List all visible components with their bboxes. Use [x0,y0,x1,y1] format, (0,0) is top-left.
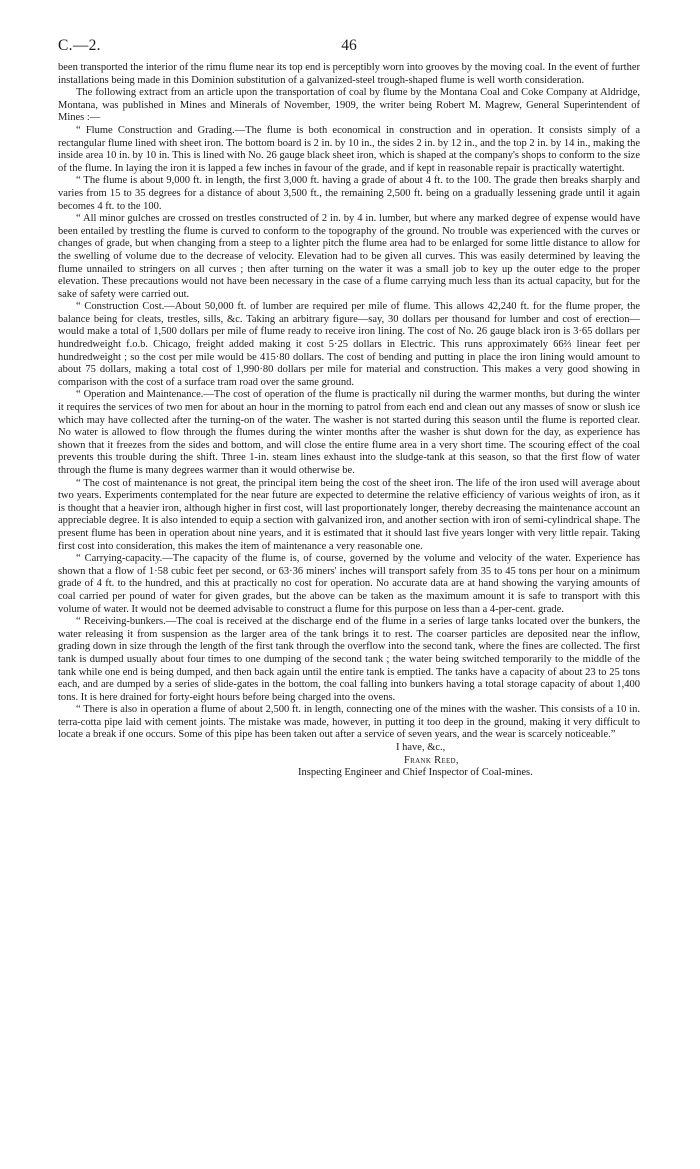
paragraph: “ Operation and Maintenance.—The cost of operation of the flume is practically nil during the warmer months, but during the winter it requires the services of two men for about an hour in the morning to patrol from each end and clean out any masses of snow or slush ice which may have collected after the turning-on of the water. The washer is not started during this season until the flume is reported clear. No water is allowed to flow through the flumes during the winter months after the washer is shut down for the day, as experience has shown that it freezes from the sides and bottom, and will close the entire flume area in a very short time. The scouring effect of the coal prevents this trouble during the shift. Three 1-in. steam lines exhaust into the sludge-tank at this season, so that the first flow of water through the flume is many degrees warmer than it would otherwise be. [58,389,640,476]
paragraph: The following extract from an article upon the transportation of coal by flume by the Montana Coal and Coke Company at Aldridge, Montana, was published in Mines and Minerals of November, 1909, the writer being Robert M. Magrew, General Superintendent of Mines :— [58,87,640,124]
document-reference: C.—2. [58,37,101,54]
paragraph: “ Construction Cost.—About 50,000 ft. of lumber are required per mile of flume. This allows 42,240 ft. for the flume proper, the balance being for cleats, trestles, sills, &c. Taking an arbitrary figure—say, 30 dollars per thousand for lumber and cost of erection—would make a total of 1,500 dollars per mile of flume ready to receive iron lining. The cost of No. 26 gauge black iron is 3·65 dollars per hundredweight f.o.b. Chicago, freight added making it cost 5·25 dollars in Electric. This runs approximately 66⅔ linear feet per hundredweight ; so the cost per mile would be 415·80 dollars. The cost of bending and putting in place the iron lining would amount to about 75 dollars, making a total cost of 1,990·80 dollars per mile for material and construction. This makes a very good showing in comparison with the cost of a surface tram road over the same ground. [58,301,640,388]
paragraph: “ Flume Construction and Grading.—The flume is both economical in construction and in operation. It consists simply of a rectangular flume lined with sheet iron. The bottom board is 2 in. by 10 in., the sides 2 in. by 12 in., and the top 2 in. by 14 in., making the inside area 10 in. by 10 in. This is lined with No. 26 gauge black sheet iron, which is shaped at the company's shops to conform to the size of the flume. In laying the iron it is lapped a few inches in favour of the grade, and if kept in reasonable repair is practically watertight. [58,124,640,174]
paragraph: “ Carrying-capacity.—The capacity of the flume is, of course, governed by the volume and velocity of the water. Experience has shown that a flow of 1·58 cubic feet per second, or 63·36 miners' inches will transport safely from 35 to 45 tons per hour on a minimum grade of 4 ft. to the hundred, and this at practically no cost for operation. No accurate data are at hand showing the varying amounts of coal carried per pound of water for given grades, but the above can be taken as the maximum amount it is safe to transport with this volume of water. It would not be deemed advisable to construct a flume for this purpose on less than a 4-per-cent. grade. [58,553,640,615]
signature-block [58,742,640,780]
paragraph: “ All minor gulches are crossed on trestles constructed of 2 in. by 4 in. lumber, but where any marked degree of expense would have been entailed by trestling the flume is curved to conform to the topography of the ground. No trouble was experienced with the curves or changes of grade, but when changing from a steep to a lighter pitch the flume area had to be enlarged for some little distance to allow for the swelling of volume due to the decrease of velocity. Elevation had to be given all curves. This was easily determined by leaving the flume unnailed to stringers on all curves ; then after turning on the water it was a small job to key up the outer edge to the proper elevation. These precautions would not have been necessary in the case of a flume carrying much less than its actual capacity, but for the sake of safety were carried out. [58,213,640,300]
paragraph: “ The flume is about 9,000 ft. in length, the first 3,000 ft. having a grade of about 4 ft. to the 100. The grade then breaks sharply and varies from 15 to 35 degrees for a distance of about 3,500 ft., the remaining 2,500 ft. being on a gradually lessening grade until it again becomes 4 ft. to the 100. [58,175,640,212]
document-page [58,0,640,780]
signature-name: Frank Reed, [404,754,459,766]
paragraph: “ Receiving-bunkers.—The coal is received at the discharge end of the flume in a series of large tanks located over the bunkers, the water releasing it from suspension as the larger area of the tank brings it to rest. The coarser particles are deposited near the inflow, grading down in size through the length of the first tank through the overflow into the second tank, where the fines are collected. The first tank is dumped usually about four times to one dumping of the second tank ; the water being switched temporarily to the middle of the tank while one end is being dumped, and then back again until the entire tank is emptied. The tanks have a capacity of about 23 to 25 tons each, and are dumped by a series of slide-gates in the bottom, the coal falling into bunkers having a total storage capacity of about 1,400 tons. It is here drained for forty-eight hours before being charged into the ovens. [58,616,640,703]
signature-closing: I have, &c., [396,742,446,754]
paragraph: “ There is also in operation a flume of about 2,500 ft. in length, connecting one of the mines with the washer. This consists of a 10 in. terra-cotta pipe laid with cement joints. The mistake was made, however, in putting it too deep in the ground, making it very difficult to locate a break if one occurs. Some of this pipe has been taken out after a service of seven years, and the wear is scarcely noticeable.” [58,704,640,741]
body-text [58,62,640,742]
paragraph: “ The cost of maintenance is not great, the principal item being the cost of the sheet iron. The life of the iron used will average about two years. Experiments contemplated for the near future are expected to determine the relative efficiency of various weights of iron, as it is thought that a heavier iron, although higher in first cost, will last proportionately longer, thereby decreasing the maintenance account an appreciable degree. It is also intended to equip a section with galvanized iron, and another section with iron of semi-cylindrical shape. The present flume has been in operation about nine years, and it is estimated that it should last five years longer with very little repair. Taking first cost into consideration, this makes the item of maintenance a very reasonable one. [58,477,640,552]
signature-title: Inspecting Engineer and Chief Inspector of Coal-mines. [298,767,533,779]
page-header [58,0,640,62]
page-number: 46 [341,37,357,54]
paragraph: been transported the interior of the rimu flume near its top end is perceptibly worn into grooves by the moving coal. In the event of further installations being made in this Dominion substitution of a galvanized-steel trough-shaped flume is well worth consideration. [58,62,640,86]
